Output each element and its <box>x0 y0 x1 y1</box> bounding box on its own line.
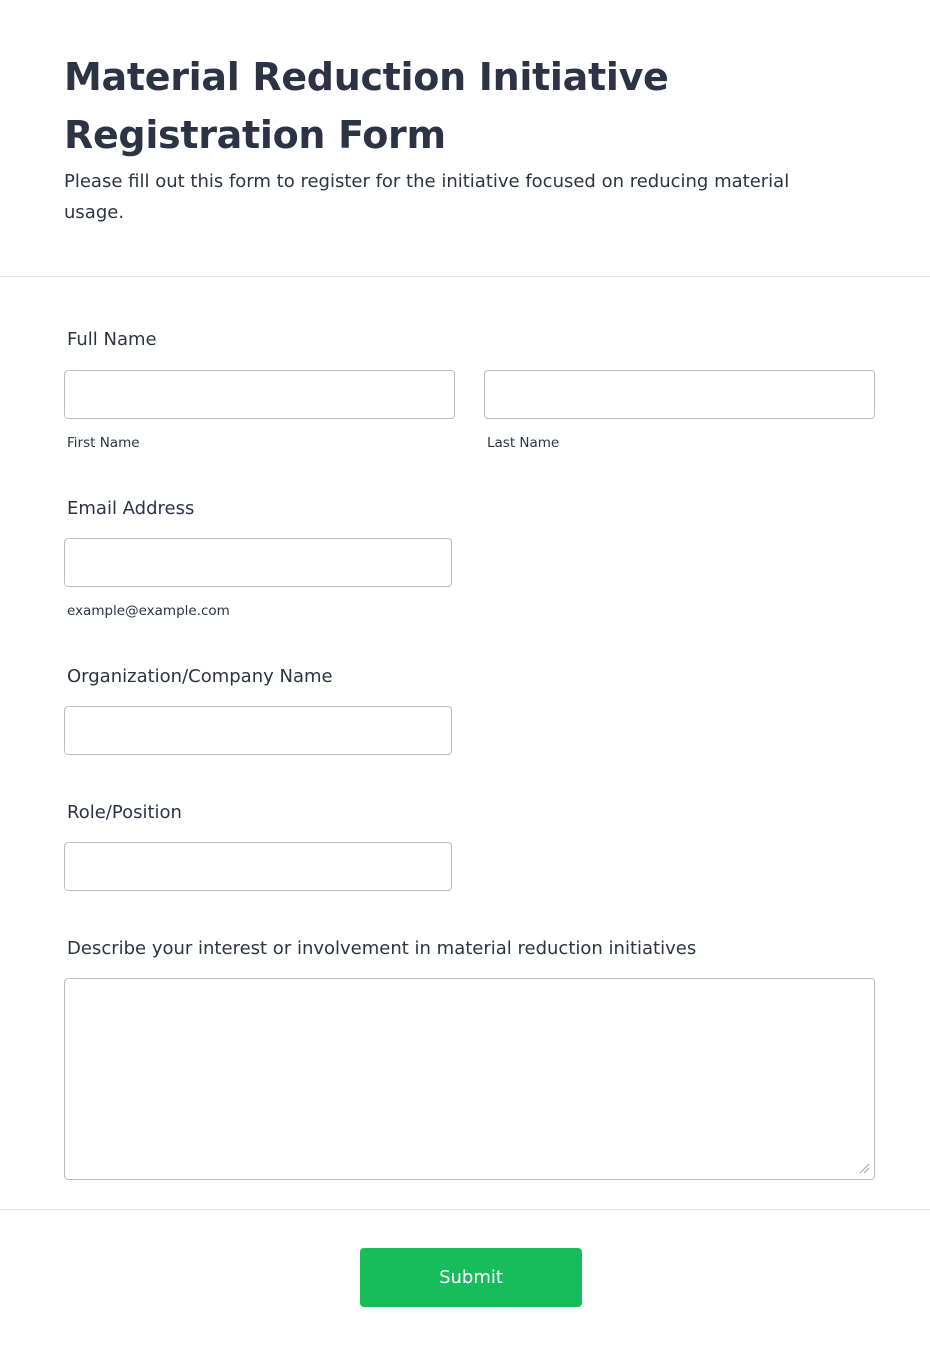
organization-label: Organization/Company Name <box>67 666 333 687</box>
first-name-input[interactable] <box>64 370 455 419</box>
submit-button[interactable]: Submit <box>360 1248 582 1307</box>
email-input[interactable] <box>64 538 452 587</box>
interest-textarea[interactable] <box>64 978 875 1180</box>
form-title: Material Reduction Initiative Registration Form <box>64 55 669 157</box>
organization-input[interactable] <box>64 706 452 755</box>
email-sublabel: example@example.com <box>67 603 230 619</box>
role-input[interactable] <box>64 842 452 891</box>
form-header <box>0 0 930 277</box>
form-subtitle: Please fill out this form to register for the initiative focused on reducing material usage. <box>64 171 790 223</box>
role-label: Role/Position <box>67 802 182 823</box>
interest-label: Describe your interest or involvement in material reduction initiatives <box>67 938 697 959</box>
last-name-sublabel: Last Name <box>487 435 560 451</box>
full-name-label: Full Name <box>67 329 157 350</box>
footer-divider <box>0 1209 930 1210</box>
email-label: Email Address <box>67 498 195 519</box>
last-name-input[interactable] <box>484 370 875 419</box>
resize-grip-icon[interactable] <box>859 1163 870 1174</box>
first-name-sublabel: First Name <box>67 435 140 451</box>
